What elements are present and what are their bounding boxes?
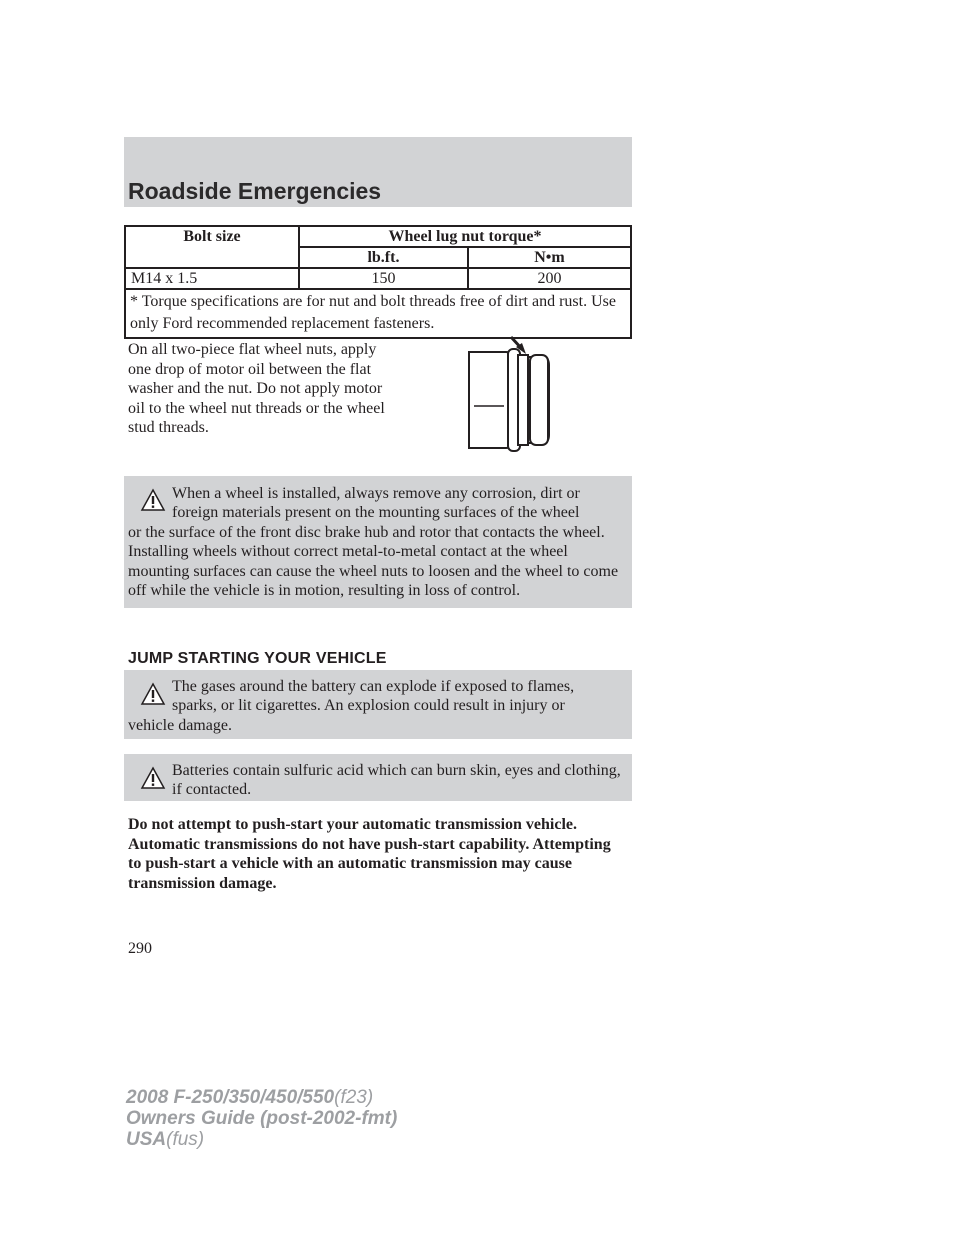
col-torque: Wheel lug nut torque*	[299, 226, 631, 247]
footer-market: USA	[126, 1129, 167, 1150]
warning-text: Batteries contain sulfuric acid which can burn skin, eyes and clothing, if contacted.	[172, 762, 621, 799]
warning-box-gases	[124, 670, 632, 739]
table-row	[125, 268, 631, 289]
wheel-nut-figure	[452, 335, 582, 465]
oil-paragraph: On all two-piece flat wheel nuts, apply one drop of motor oil between the flat washer and the nut. Do not apply motor oil to the wheel nut threads or the wheel stud threads.	[128, 341, 385, 436]
unit-nm: N•m	[468, 247, 631, 268]
document-footer	[126, 1087, 397, 1150]
warning-text-rest: or the surface of the front disc brake hub and rotor that contacts the wheel. Installing wheels without correct metal-to-metal contact at the wheel mounting surfaces can cause the wheel nuts to loosen and the wheel to come off while the vehicle is in motion, resulting in loss of control.	[128, 523, 619, 600]
cell-nm: 200	[468, 268, 631, 289]
section-heading: JUMP STARTING YOUR VEHICLE	[128, 650, 387, 667]
footer-model-code: (f23)	[334, 1087, 374, 1108]
torque-note: * Torque specifications are for nut and bolt threads free of dirt and rust. Use only Ford recommended replacement fasteners.	[125, 289, 631, 338]
torque-table	[124, 225, 632, 339]
warning-box-wheel	[124, 476, 632, 608]
page-number: 290	[128, 940, 152, 957]
warning-text-rest: vehicle damage.	[128, 716, 232, 734]
table-note-row	[125, 289, 631, 338]
unit-lbft: lb.ft.	[299, 247, 468, 268]
col-bolt-size: Bolt size	[125, 226, 299, 268]
warning-box-acid	[124, 754, 632, 801]
page-title: Roadside Emergencies	[128, 178, 382, 204]
warning-text-first: The gases around the battery can explode if exposed to flames, sparks, or lit cigarettes. An explosion could result in injury or	[172, 678, 575, 715]
cell-bolt: M14 x 1.5	[125, 268, 299, 289]
footer-model: 2008 F-250/350/450/550	[126, 1087, 335, 1108]
footer-guide: Owners Guide (post-2002-fmt)	[126, 1108, 398, 1129]
table-header-row	[125, 226, 631, 247]
push-start-warning: Do not attempt to push-start your automatic transmission vehicle. Automatic transmissions do not have push-start capability. Attempting to push-start a vehicle with an automatic transmission may cause transmission damage.	[128, 816, 611, 892]
cell-lbft: 150	[299, 268, 468, 289]
footer-market-code: (fus)	[166, 1129, 205, 1150]
warning-text-first: When a wheel is installed, always remove any corrosion, dirt or foreign materials present on the mounting surfaces of the wheel	[172, 485, 580, 522]
